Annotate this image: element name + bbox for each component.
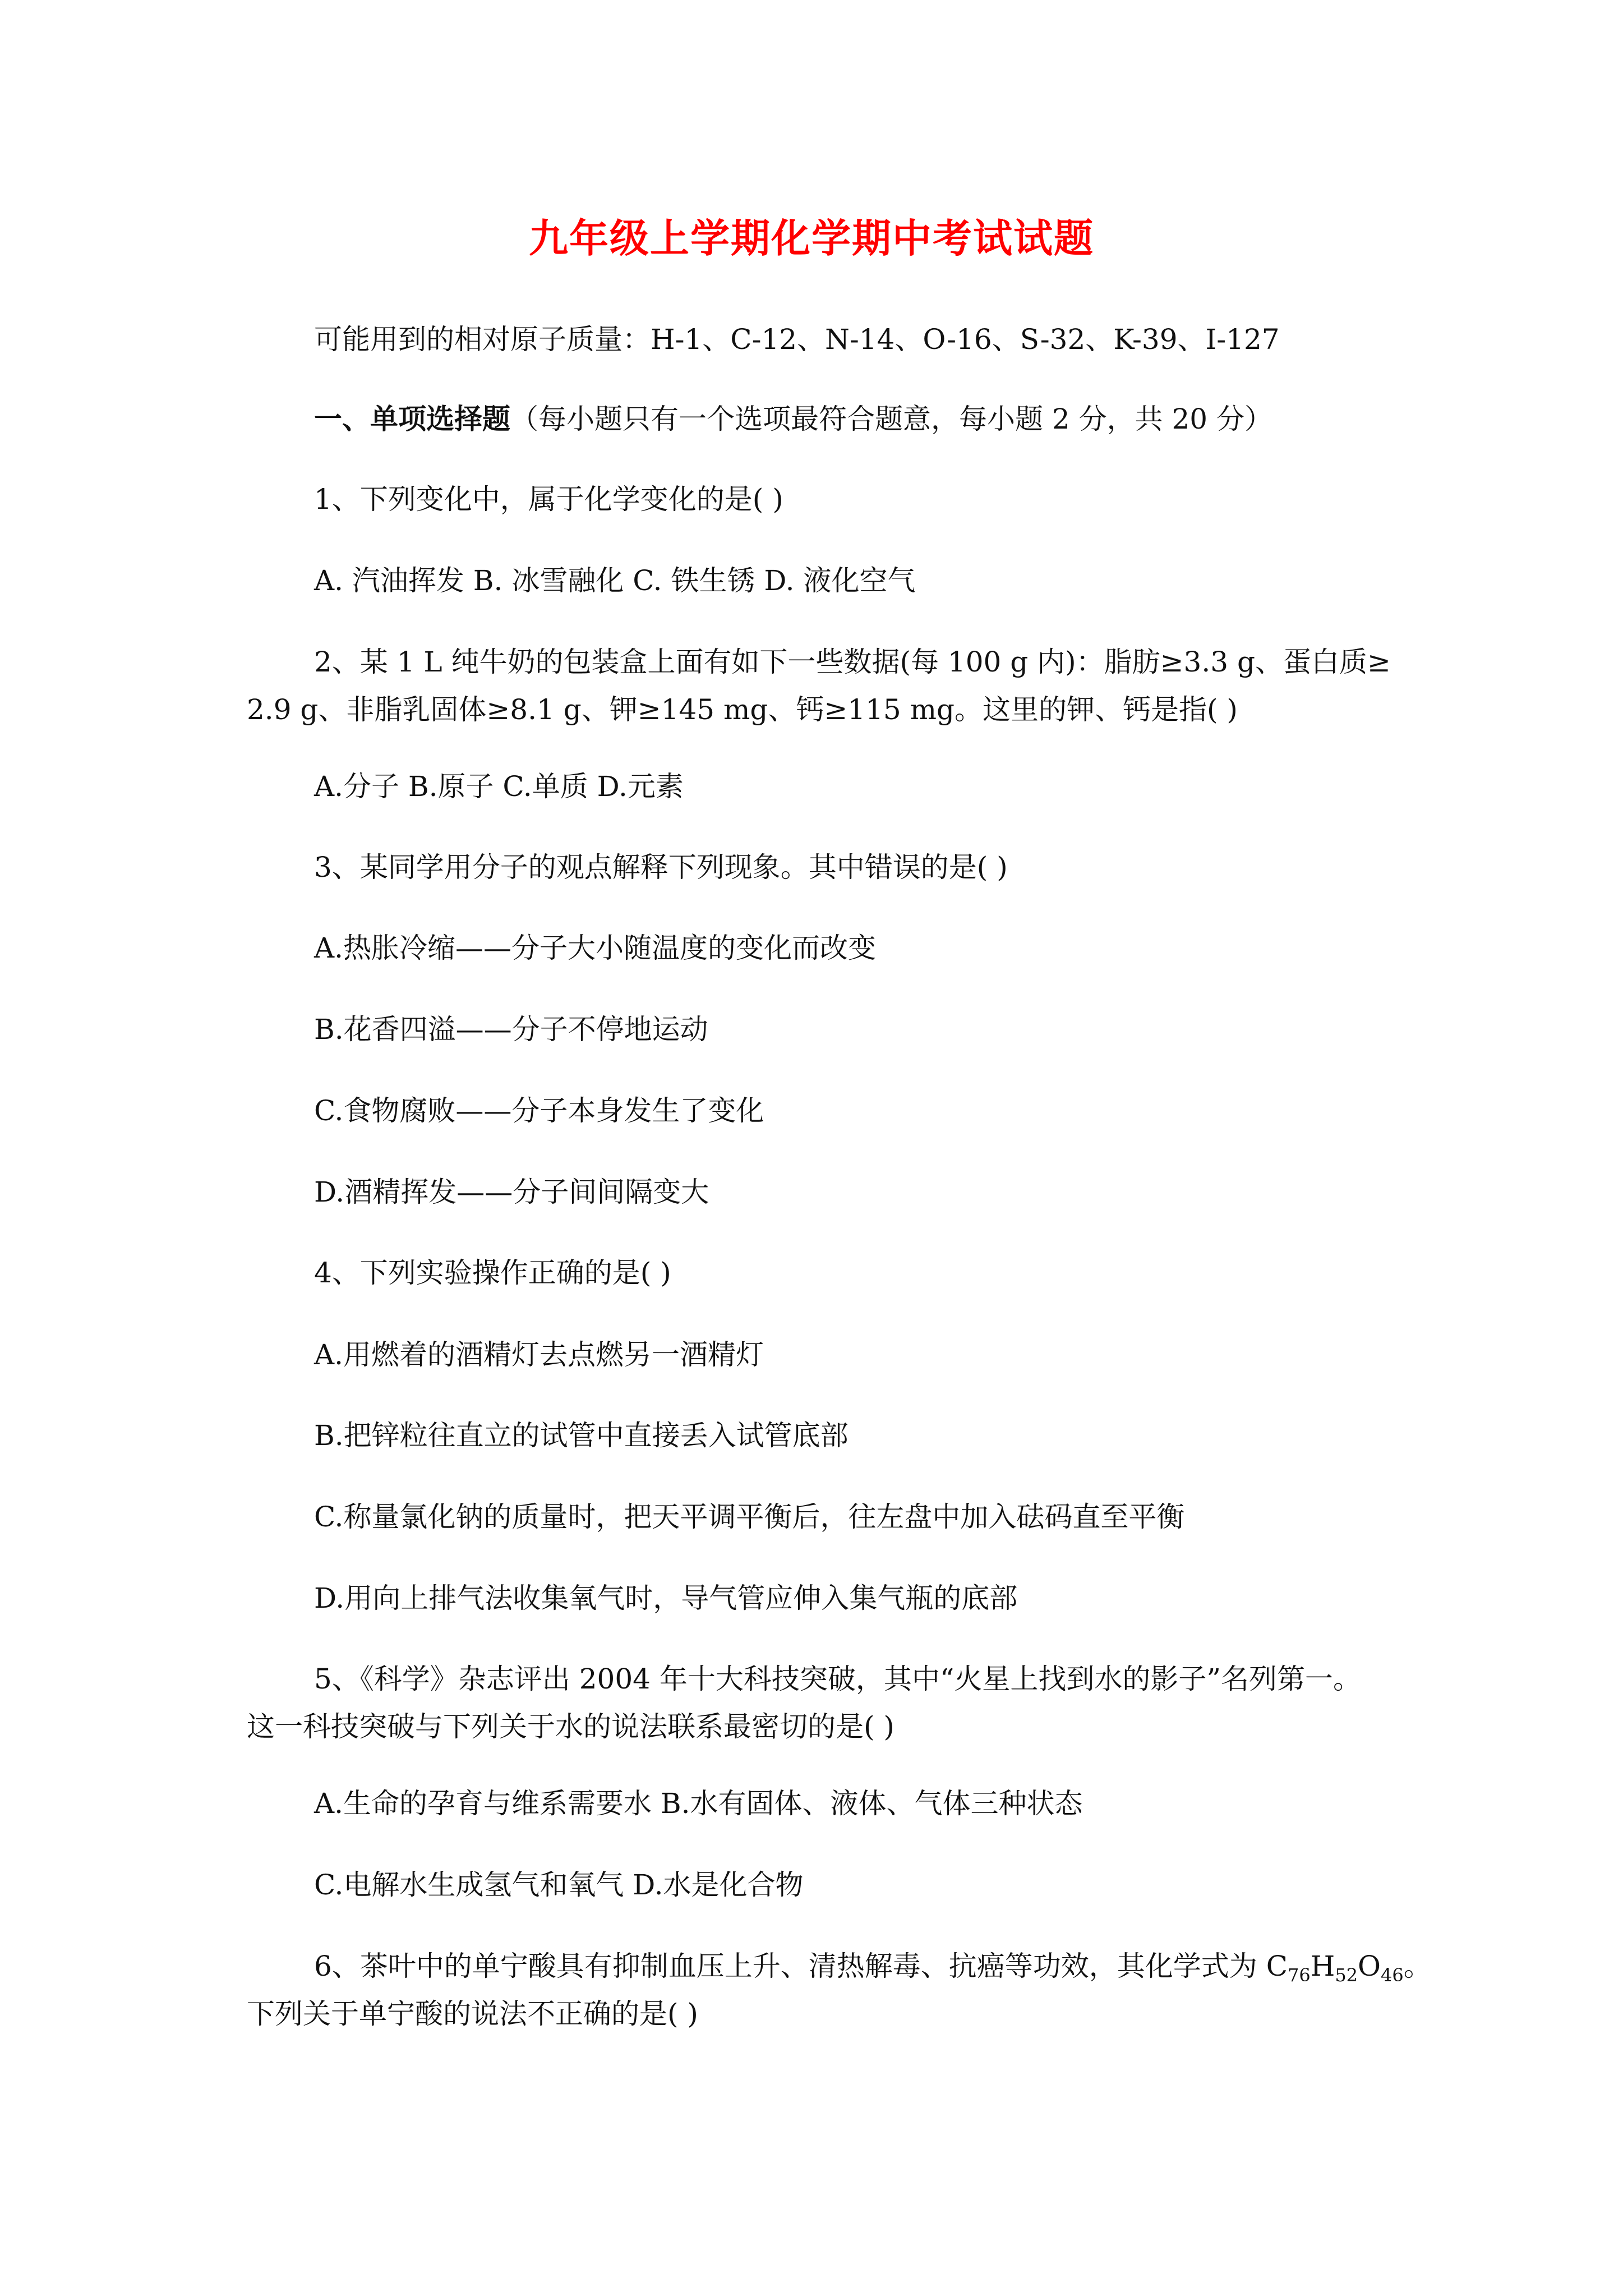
q4-option-a: A.用燃着的酒精灯去点燃另一酒精灯	[314, 1338, 764, 1371]
q5-options-ab: A.生命的孕育与维系需要水 B.水有固体、液体、气体三种状态	[314, 1787, 1083, 1820]
q3-option-c: C.食物腐败——分子本身发生了变化	[314, 1094, 764, 1127]
q4-stem: 4、下列实验操作正确的是( )	[314, 1257, 671, 1289]
q3-option-d: D.酒精挥发——分子间间隔变大	[314, 1176, 709, 1208]
formula-h-subscript: 52	[1335, 1964, 1358, 1986]
q2-options: A.分子 B.原子 C.单质 D.元素	[314, 770, 684, 803]
q5-stem-line2: 这一科技突破与下列关于水的说法联系最密切的是( )	[247, 1710, 895, 1743]
q6-stem-line2: 下列关于单宁酸的说法不正确的是( )	[247, 1998, 698, 2030]
q6-stem-prefix: 6、茶叶中的单宁酸具有抑制血压上升、清热解毒、抗癌等功效，其化学式为	[314, 1950, 1266, 1982]
q4-option-c: C.称量氯化钠的质量时，把天平调平衡后，往左盘中加入砝码直至平衡	[314, 1501, 1185, 1533]
q3-stem: 3、某同学用分子的观点解释下列现象。其中错误的是( )	[314, 851, 1008, 884]
q5-stem-line1: 5、《科学》杂志评出 2004 年十大科技突破，其中“火星上找到水的影子”名列第一。	[314, 1663, 1361, 1695]
q1-options: A. 汽油挥发 B. 冰雪融化 C. 铁生锈 D. 液化空气	[314, 564, 916, 597]
section1-heading: 一、单项选择题	[314, 402, 510, 435]
q3-option-a: A.热胀冷缩——分子大小随温度的变化而改变	[314, 932, 877, 964]
q6-stem-suffix: 。	[1403, 1950, 1432, 1982]
formula-c-subscript: 76	[1287, 1964, 1311, 1986]
formula-o: O	[1358, 1950, 1381, 1982]
q4-option-d: D.用向上排气法收集氧气时，导气管应伸入集气瓶的底部	[314, 1582, 1018, 1614]
q5-options-cd: C.电解水生成氢气和氧气 D.水是化合物	[314, 1869, 804, 1901]
section1-note: （每小题只有一个选项最符合题意，每小题 2 分，共 20 分）	[510, 403, 1273, 435]
formula-c: C	[1266, 1950, 1288, 1982]
document-title: 九年级上学期化学期中考试试题	[529, 215, 1094, 261]
q4-option-b: B.把锌粒往直立的试管中直接丢入试管底部	[314, 1419, 849, 1452]
q2-stem-line1: 2、某 1 L 纯牛奶的包装盒上面有如下一些数据(每 100 g 内)：脂肪≥3.3 g、蛋白质≥	[314, 646, 1391, 678]
q6-stem-line1	[314, 1947, 1432, 1986]
atomic-mass-note: 可能用到的相对原子质量：H-1、C-12、N-14、O-16、S-32、K-39、I-127	[314, 323, 1280, 356]
q3-option-b: B.花香四溢——分子不停地运动	[314, 1013, 708, 1046]
q2-stem-line2: 2.9 g、非脂乳固体≥8.1 g、钾≥145 mg、钙≥115 mg。这里的钾、钙是指( )	[247, 693, 1238, 726]
formula-o-subscript: 46	[1381, 1964, 1404, 1986]
q1-stem: 1、下列变化中，属于化学变化的是( )	[314, 483, 783, 516]
formula-h: H	[1310, 1950, 1335, 1982]
section1-header	[314, 399, 1272, 439]
